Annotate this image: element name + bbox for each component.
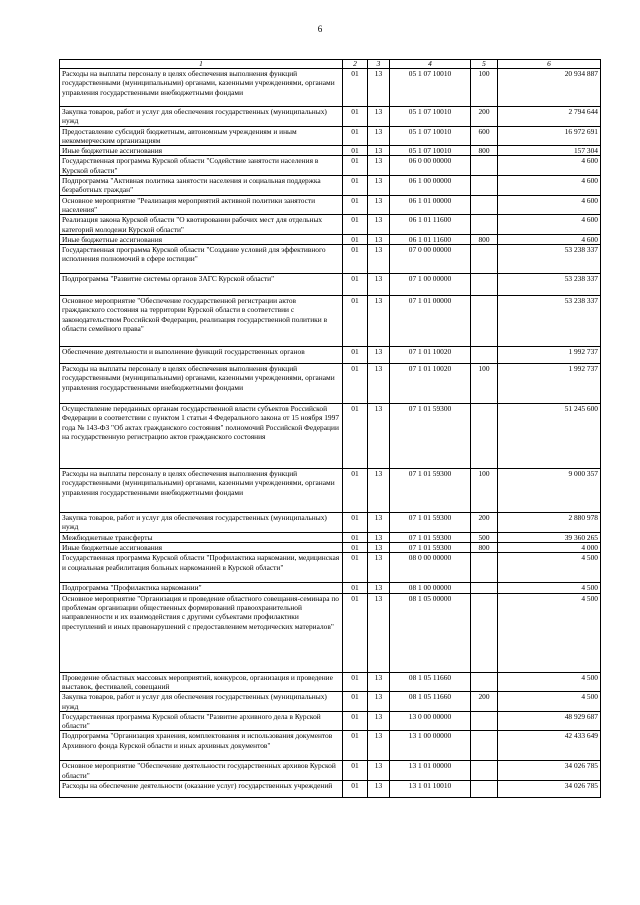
table-row [60, 156, 601, 176]
row-expense-type [471, 156, 498, 176]
row-amount: 4 600 [498, 195, 601, 215]
row-amount: 20 934 887 [498, 69, 601, 107]
row-target-article: 06 1 01 00000 [390, 195, 471, 215]
row-section: 01 [343, 672, 368, 692]
row-section: 01 [343, 274, 368, 296]
column-header: 1 [60, 60, 343, 69]
row-section: 01 [343, 553, 368, 583]
table-row [60, 692, 601, 712]
row-name: Подпрограмма "Развитие системы органов ЗАГС Курской области" [60, 274, 343, 296]
row-name: Расходы на выплаты персоналу в целях обеспечения выполнения функций государственными (муниципальными) органами, казенными учреждениями, органами управления государственными внебюджетными фондами [60, 69, 343, 107]
row-expense-type: 200 [471, 692, 498, 712]
row-amount: 4 500 [498, 583, 601, 593]
row-name: Иные бюджетные ассигнования [60, 146, 343, 156]
row-subsection: 13 [368, 234, 390, 244]
row-expense-type [471, 761, 498, 781]
row-subsection: 13 [368, 274, 390, 296]
row-expense-type: 800 [471, 234, 498, 244]
row-subsection: 13 [368, 156, 390, 176]
row-expense-type [471, 731, 498, 761]
column-header: 3 [368, 60, 390, 69]
row-section: 01 [343, 711, 368, 731]
row-expense-type [471, 404, 498, 469]
row-name: Расходы на выплаты персоналу в целях обеспечения выполнения функций государственными (муниципальными) органами, казенными учреждениями, органами управления государственными внебюджетными фондами [60, 364, 343, 404]
row-target-article: 08 1 05 11660 [390, 672, 471, 692]
row-amount: 34 026 785 [498, 781, 601, 798]
row-expense-type [471, 176, 498, 196]
table-row [60, 176, 601, 196]
row-expense-type [471, 215, 498, 235]
row-target-article: 07 1 01 10020 [390, 347, 471, 364]
column-header: 5 [471, 60, 498, 69]
row-amount: 4 600 [498, 176, 601, 196]
row-section: 01 [343, 543, 368, 553]
row-expense-type [471, 245, 498, 274]
row-expense-type [471, 347, 498, 364]
table-row [60, 274, 601, 296]
row-section: 01 [343, 364, 368, 404]
row-name: Закупка товаров, работ и услуг для обеспечения государственных (муниципальных) нужд [60, 107, 343, 127]
column-header: 4 [390, 60, 471, 69]
table-row [60, 364, 601, 404]
table-row [60, 126, 601, 146]
row-target-article: 13 0 00 00000 [390, 711, 471, 731]
row-amount: 4 600 [498, 215, 601, 235]
row-name: Осуществление переданных органам государственной власти субъектов Российской Федерации в соответствии с пунктом 1 статьи 4 Федерального закона от 15 ноября 1997 года № 143-ФЗ "Об актах гражданского состояния" полномочий Российской Федерации на государственную регистрацию актов гражданского состояния [60, 404, 343, 469]
row-expense-type [471, 711, 498, 731]
table-row [60, 215, 601, 235]
row-target-article: 13 1 01 10010 [390, 781, 471, 798]
row-section: 01 [343, 404, 368, 469]
row-amount: 157 304 [498, 146, 601, 156]
row-expense-type [471, 195, 498, 215]
row-amount: 4 500 [498, 593, 601, 672]
row-target-article: 06 1 00 00000 [390, 176, 471, 196]
row-target-article: 07 1 01 59300 [390, 404, 471, 469]
row-name: Основное мероприятие "Реализация мероприятий активной политики занятости населения" [60, 195, 343, 215]
table-row [60, 513, 601, 533]
row-subsection: 13 [368, 731, 390, 761]
row-section: 01 [343, 513, 368, 533]
row-subsection: 13 [368, 711, 390, 731]
row-subsection: 13 [368, 347, 390, 364]
row-expense-type: 200 [471, 513, 498, 533]
row-target-article: 07 1 00 00000 [390, 274, 471, 296]
row-name: Подпрограмма "Организация хранения, комплектования и использования документов Архивного фонда Курской области и иных архивных документов" [60, 731, 343, 761]
row-amount: 2 794 644 [498, 107, 601, 127]
row-target-article: 08 0 00 00000 [390, 553, 471, 583]
row-section: 01 [343, 126, 368, 146]
row-name: Закупка товаров, работ и услуг для обеспечения государственных (муниципальных) нужд [60, 513, 343, 533]
row-subsection: 13 [368, 513, 390, 533]
row-target-article: 08 1 05 11660 [390, 692, 471, 712]
table-row [60, 672, 601, 692]
row-expense-type [471, 296, 498, 347]
table-row [60, 593, 601, 672]
row-name: Иные бюджетные ассигнования [60, 543, 343, 553]
row-amount: 4 500 [498, 553, 601, 583]
row-target-article: 05 1 07 10010 [390, 69, 471, 107]
row-name: Основное мероприятие "Обеспечение государственной регистрации актов гражданского состояния на территории Курской области в соответствии с законодательством Российской Федерации, реализация государственной политики в области семейного права" [60, 296, 343, 347]
row-amount: 48 929 687 [498, 711, 601, 731]
column-header: 6 [498, 60, 601, 69]
table-row [60, 731, 601, 761]
header-row [60, 60, 601, 69]
row-section: 01 [343, 156, 368, 176]
row-amount: 2 880 978 [498, 513, 601, 533]
table-row [60, 761, 601, 781]
table-row [60, 583, 601, 593]
row-name: Государственная программа Курской области "Содействие занятости населения в Курской области" [60, 156, 343, 176]
row-target-article: 06 0 00 00000 [390, 156, 471, 176]
row-expense-type [471, 583, 498, 593]
row-name: Подпрограмма "Активная политика занятости населения и социальная поддержка безработных граждан" [60, 176, 343, 196]
row-amount: 1 992 737 [498, 364, 601, 404]
row-amount: 39 360 265 [498, 532, 601, 542]
row-subsection: 13 [368, 69, 390, 107]
row-amount: 4 000 [498, 543, 601, 553]
row-section: 01 [343, 781, 368, 798]
row-expense-type: 600 [471, 126, 498, 146]
table-row [60, 347, 601, 364]
row-target-article: 07 1 01 59300 [390, 513, 471, 533]
row-subsection: 13 [368, 195, 390, 215]
row-name: Расходы на выплаты персоналу в целях обеспечения выполнения функций государственными (муниципальными) органами, казенными учреждениями, органами управления государственными внебюджетными фондами [60, 469, 343, 513]
row-subsection: 13 [368, 781, 390, 798]
row-target-article: 07 1 01 00000 [390, 296, 471, 347]
row-name: Предоставление субсидий бюджетным, автономным учреждениям и иным некоммерческим организациям [60, 126, 343, 146]
table-row [60, 146, 601, 156]
row-amount: 4 500 [498, 692, 601, 712]
table-row [60, 107, 601, 127]
row-amount: 34 026 785 [498, 761, 601, 781]
row-target-article: 13 1 01 00000 [390, 761, 471, 781]
row-expense-type: 500 [471, 532, 498, 542]
row-subsection: 13 [368, 296, 390, 347]
row-subsection: 13 [368, 553, 390, 583]
row-subsection: 13 [368, 469, 390, 513]
row-expense-type [471, 274, 498, 296]
table-row [60, 195, 601, 215]
row-subsection: 13 [368, 245, 390, 274]
row-section: 01 [343, 146, 368, 156]
page-number: 6 [317, 24, 323, 34]
row-target-article: 05 1 07 10010 [390, 107, 471, 127]
row-subsection: 13 [368, 215, 390, 235]
row-amount: 1 992 737 [498, 347, 601, 364]
row-subsection: 13 [368, 692, 390, 712]
row-name: Подпрограмма "Профилактика наркомании" [60, 583, 343, 593]
row-name: Межбюджетные трансферты [60, 532, 343, 542]
row-target-article: 07 0 00 00000 [390, 245, 471, 274]
row-expense-type [471, 781, 498, 798]
row-name: Закупка товаров, работ и услуг для обеспечения государственных (муниципальных) нужд [60, 692, 343, 712]
table-row [60, 69, 601, 107]
row-section: 01 [343, 107, 368, 127]
row-expense-type: 100 [471, 469, 498, 513]
column-header: 2 [343, 60, 368, 69]
row-amount: 53 238 337 [498, 245, 601, 274]
row-amount: 4 600 [498, 156, 601, 176]
row-name: Реализация закона Курской области "О квотировании рабочих мест для отдельных категорий молодежи Курской области" [60, 215, 343, 235]
budget-table [59, 59, 601, 798]
table-row [60, 543, 601, 553]
row-target-article: 06 1 01 11600 [390, 215, 471, 235]
row-expense-type [471, 553, 498, 583]
table-row [60, 711, 601, 731]
row-subsection: 13 [368, 583, 390, 593]
row-amount: 4 600 [498, 234, 601, 244]
row-target-article: 13 1 00 00000 [390, 731, 471, 761]
row-name: Основное мероприятие "Организация и проведение областного совещания-семинара по проблемам организации общественных формирований правоохранительной направленности и их взаимодействия с другими субъектами профилактики преступлений и иных правонарушений с предоставлением методических материалов" [60, 593, 343, 672]
row-section: 01 [343, 347, 368, 364]
row-name: Государственная программа Курской области "Развитие архивного дела в Курской области" [60, 711, 343, 731]
row-amount: 53 238 337 [498, 274, 601, 296]
row-subsection: 13 [368, 761, 390, 781]
row-section: 01 [343, 234, 368, 244]
row-target-article: 07 1 01 10020 [390, 364, 471, 404]
row-target-article: 08 1 05 00000 [390, 593, 471, 672]
row-amount: 53 238 337 [498, 296, 601, 347]
table-row [60, 781, 601, 798]
row-target-article: 07 1 01 59300 [390, 532, 471, 542]
row-target-article: 05 1 07 10010 [390, 126, 471, 146]
row-amount: 9 000 357 [498, 469, 601, 513]
row-subsection: 13 [368, 364, 390, 404]
row-target-article: 05 1 07 10010 [390, 146, 471, 156]
row-section: 01 [343, 215, 368, 235]
row-expense-type: 800 [471, 543, 498, 553]
table-row [60, 404, 601, 469]
row-expense-type: 100 [471, 69, 498, 107]
row-expense-type [471, 593, 498, 672]
row-expense-type: 200 [471, 107, 498, 127]
row-subsection: 13 [368, 404, 390, 469]
row-section: 01 [343, 583, 368, 593]
row-amount: 4 500 [498, 672, 601, 692]
table-row [60, 469, 601, 513]
row-name: Государственная программа Курской области "Создание условий для эффективного исполнения полномочий в сфере юстиции" [60, 245, 343, 274]
table-row [60, 532, 601, 542]
table-row [60, 553, 601, 583]
row-subsection: 13 [368, 176, 390, 196]
row-subsection: 13 [368, 126, 390, 146]
row-expense-type [471, 672, 498, 692]
row-section: 01 [343, 532, 368, 542]
row-section: 01 [343, 593, 368, 672]
row-name: Проведение областных массовых мероприятий, конкурсов, организация и проведение выставок, фестивалей, совещаний [60, 672, 343, 692]
row-section: 01 [343, 469, 368, 513]
row-target-article: 07 1 01 59300 [390, 469, 471, 513]
row-amount: 16 972 691 [498, 126, 601, 146]
row-section: 01 [343, 296, 368, 347]
row-target-article: 08 1 00 00000 [390, 583, 471, 593]
row-subsection: 13 [368, 672, 390, 692]
row-amount: 51 245 600 [498, 404, 601, 469]
row-section: 01 [343, 69, 368, 107]
row-subsection: 13 [368, 146, 390, 156]
row-name: Расходы на обеспечение деятельности (оказание услуг) государственных учреждений [60, 781, 343, 798]
row-section: 01 [343, 761, 368, 781]
table-row [60, 296, 601, 347]
row-section: 01 [343, 195, 368, 215]
row-expense-type: 800 [471, 146, 498, 156]
row-subsection: 13 [368, 593, 390, 672]
table-row [60, 245, 601, 274]
row-subsection: 13 [368, 107, 390, 127]
row-name: Обеспечение деятельности и выполнение функций государственных органов [60, 347, 343, 364]
row-amount: 42 433 649 [498, 731, 601, 761]
row-expense-type: 100 [471, 364, 498, 404]
row-section: 01 [343, 692, 368, 712]
table-row [60, 234, 601, 244]
row-section: 01 [343, 245, 368, 274]
row-name: Государственная программа Курской области "Профилактика наркомании, медицинская и социальная реабилитация больных наркоманией в Курской области" [60, 553, 343, 583]
row-name: Основное мероприятие "Обеспечение деятельности государственных архивов Курской области" [60, 761, 343, 781]
row-target-article: 06 1 01 11600 [390, 234, 471, 244]
row-target-article: 07 1 01 59300 [390, 543, 471, 553]
row-section: 01 [343, 176, 368, 196]
row-subsection: 13 [368, 532, 390, 542]
row-section: 01 [343, 731, 368, 761]
row-subsection: 13 [368, 543, 390, 553]
row-name: Иные бюджетные ассигнования [60, 234, 343, 244]
